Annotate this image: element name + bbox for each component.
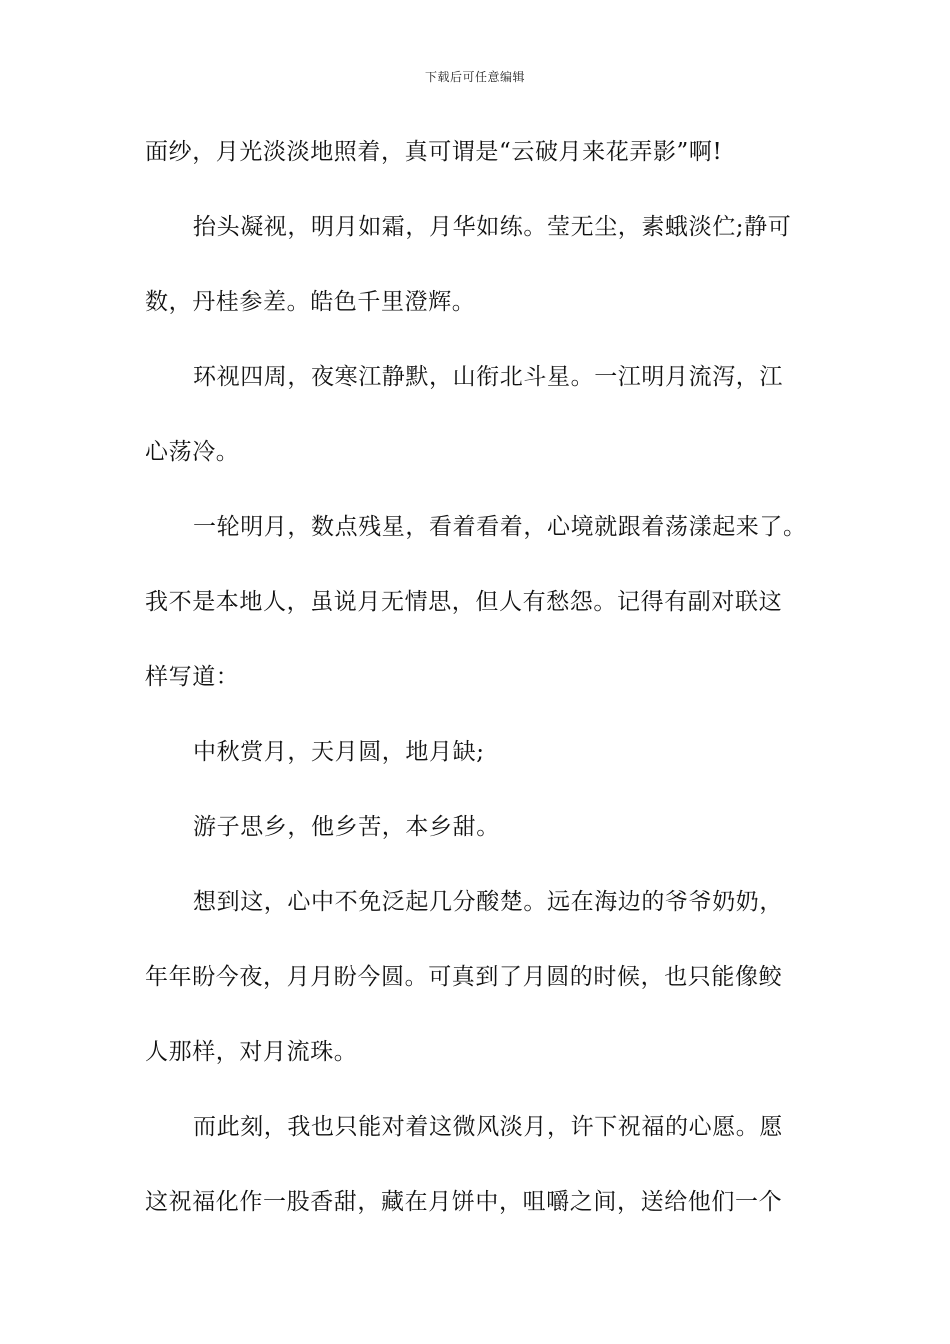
- text-line: 人那样，对月流珠。: [145, 1039, 358, 1065]
- text-line: 我不是本地人，虽说月无情思，但人有愁怨。记得有副对联这: [145, 589, 783, 615]
- text-line: 这祝福化作一股香甜，藏在月饼中，咀嚼之间，送给他们一个: [145, 1189, 783, 1215]
- text-line: 环视四周，夜寒江静默，山衔北斗星。一江明月流泻，江: [193, 364, 783, 390]
- text-line: 样写道：: [145, 664, 240, 690]
- page-header: 下载后可任意编辑: [424, 70, 525, 84]
- text-line: 年年盼今夜，月月盼今圆。可真到了月圆的时候，也只能像鲛: [145, 964, 783, 990]
- body-text: [145, 132, 825, 1257]
- text-line: 心荡冷。: [145, 439, 240, 465]
- text-line: 面纱，月光淡淡地照着，真可谓是“云破月来花弄影”啊!: [145, 139, 723, 165]
- text-line: 想到这，心中不免泛起几分酸楚。远在海边的爷爷奶奶，: [193, 889, 783, 915]
- text-line: 游子思乡，他乡苦，本乡甜。: [193, 814, 500, 840]
- text-line: 一轮明月，数点残星，看着看着，心境就跟着荡漾起来了。: [193, 514, 807, 540]
- text-line: 而此刻，我也只能对着这微风淡月，许下祝福的心愿。愿: [193, 1114, 783, 1140]
- text-line: 数，丹桂参差。皓色千里澄辉。: [145, 289, 476, 315]
- text-line: 中秋赏月，天月圆，地月缺;: [193, 739, 485, 765]
- text-line: 抬头凝视，明月如霜，月华如练。莹无尘，素蛾淡伫;静可: [193, 214, 792, 240]
